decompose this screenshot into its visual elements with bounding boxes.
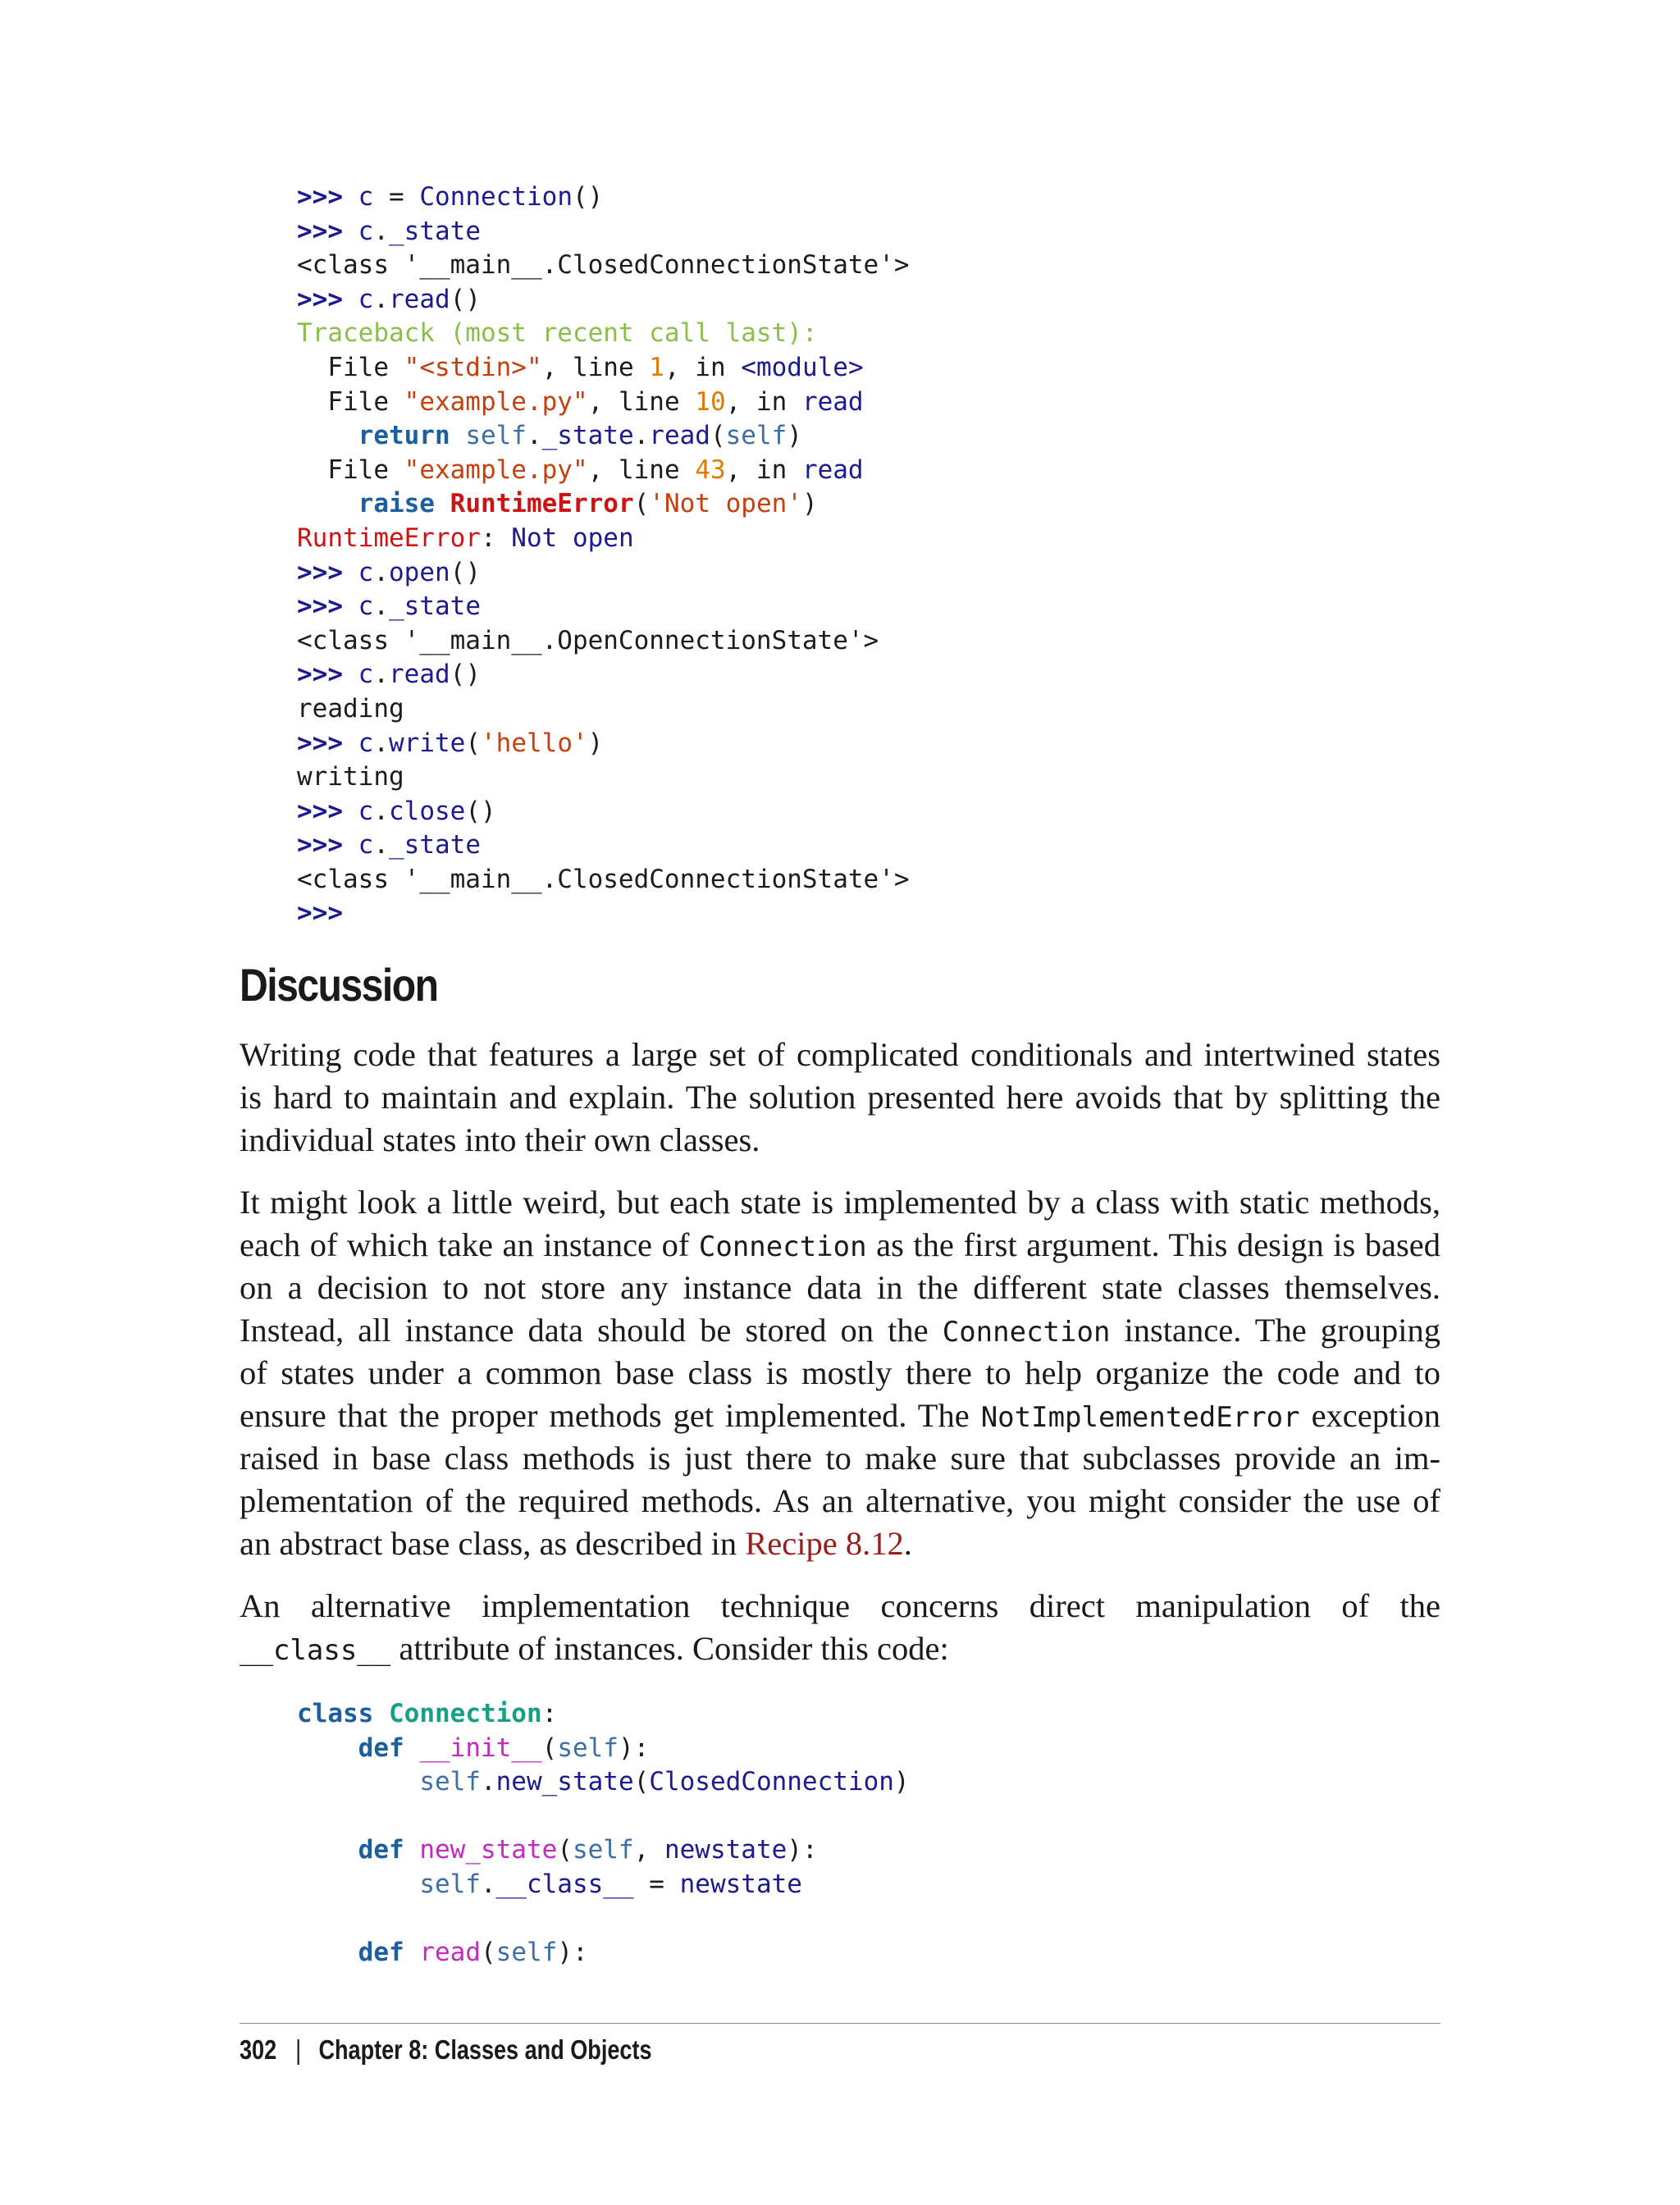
inline-code-connection: Connection	[698, 1230, 867, 1263]
code-line: RuntimeError: Not open	[297, 523, 634, 553]
code-line: reading	[297, 693, 404, 724]
text-run: an abstract base class, as described in	[240, 1525, 737, 1562]
paragraph-line: individual states into their own classes.	[240, 1121, 760, 1158]
code-line: def new_state(self, newstate):	[358, 1835, 818, 1865]
text-run: instance. The grouping	[1124, 1312, 1441, 1349]
code-line: self.new_state(ClosedConnection)	[419, 1767, 910, 1797]
paragraph-2	[240, 1181, 1440, 1565]
code-line: <class '__main__.ClosedConnectionState'>	[297, 864, 910, 894]
paragraph-line: plementation of the required methods. As an alternative, you might consider the use of	[240, 1482, 1440, 1519]
code-line: writing	[297, 762, 404, 792]
paragraph-line: It might look a little weird, but each state is implemented by a class with static methods,	[240, 1184, 1440, 1221]
text-run: as the first argument. This design is based	[876, 1226, 1441, 1263]
paragraph-1	[240, 1034, 1440, 1162]
code-line: >>> c._state	[297, 830, 481, 861]
text-run: .	[903, 1525, 912, 1562]
code-line: >>> c._state	[297, 591, 481, 622]
inline-code-notimplementederror: NotImplementedError	[980, 1401, 1300, 1434]
paragraph-line: of states under a common base class is mostly there to help organize the code and to	[240, 1354, 1440, 1391]
recipe-cross-reference-link[interactable]: Recipe 8.12	[745, 1525, 904, 1562]
code-line: def __init__(self):	[358, 1732, 650, 1763]
footer-divider	[240, 2023, 1440, 2024]
code-line: def read(self):	[358, 1938, 588, 1968]
code-block-repl-session	[297, 180, 910, 931]
paragraph-line: An alternative implementation technique concerns direct manipulation of the	[240, 1587, 1440, 1624]
code-line: >>> c.read()	[297, 660, 482, 690]
text-run: attribute of instances. Consider this code:	[399, 1630, 949, 1667]
code-line: raise RuntimeError('Not open')	[358, 489, 818, 519]
code-line	[297, 1800, 910, 1834]
page-footer	[240, 2034, 652, 2066]
paragraph-line: Writing code that features a large set of complicated conditionals and intertwined states	[240, 1036, 1440, 1073]
section-heading: Discussion	[240, 959, 438, 1011]
paragraph-line: raised in base class methods is just there to make sure that subclasses provide an im-	[240, 1440, 1440, 1477]
inline-code-class-attr: __class__	[240, 1634, 391, 1667]
code-line: <class '__main__.ClosedConnectionState'>	[297, 250, 910, 281]
text-run: exception	[1311, 1397, 1441, 1434]
paragraph-3	[240, 1585, 1440, 1670]
code-line: class Connection:	[297, 1699, 558, 1728]
text-run: Instead, all instance data should be stored on the	[240, 1312, 929, 1349]
paragraph-line	[240, 1628, 1440, 1670]
code-line: File "<stdin>", line 1, in <module>	[297, 352, 864, 382]
code-line: return self._state.read(self)	[358, 421, 802, 451]
code-line: >>> c = Connection()	[297, 182, 604, 212]
code-line: <class '__main__.OpenConnectionState'>	[297, 625, 879, 655]
code-line: File "example.py", line 43, in read	[297, 454, 864, 485]
inline-code-connection: Connection	[942, 1316, 1111, 1349]
paragraph-line	[240, 1522, 1440, 1565]
code-line: >>> c.close()	[297, 796, 496, 826]
code-line	[297, 1902, 910, 1937]
code-line: >>> c.write('hello')	[297, 728, 604, 758]
text-run: ensure that the proper methods get implemented. The	[240, 1397, 970, 1434]
paragraph-line	[240, 1309, 1440, 1352]
paragraph-line	[240, 1224, 1440, 1267]
code-line: >>> c._state	[297, 216, 481, 246]
code-line: Traceback (most recent call last):	[297, 318, 818, 349]
code-block-connection-class	[297, 1697, 910, 1970]
paragraph-line: is hard to maintain and explain. The solution presented here avoids that by splitting the	[240, 1079, 1440, 1116]
chapter-title: Chapter 8: Classes and Objects	[318, 2034, 652, 2065]
code-line: >>>	[297, 898, 343, 929]
page-number: 302	[240, 2034, 277, 2065]
paragraph-line	[240, 1395, 1440, 1437]
paragraph-line: on a decision to not store any instance data in the different state classes themselves.	[240, 1269, 1440, 1306]
footer-separator: |	[295, 2034, 302, 2065]
text-run: each of which take an instance of	[240, 1226, 690, 1263]
code-line: >>> c.read()	[297, 284, 482, 314]
code-line: File "example.py", line 10, in read	[297, 386, 864, 417]
code-line: self.__class__ = newstate	[419, 1869, 802, 1899]
code-line: >>> c.open()	[297, 557, 482, 587]
